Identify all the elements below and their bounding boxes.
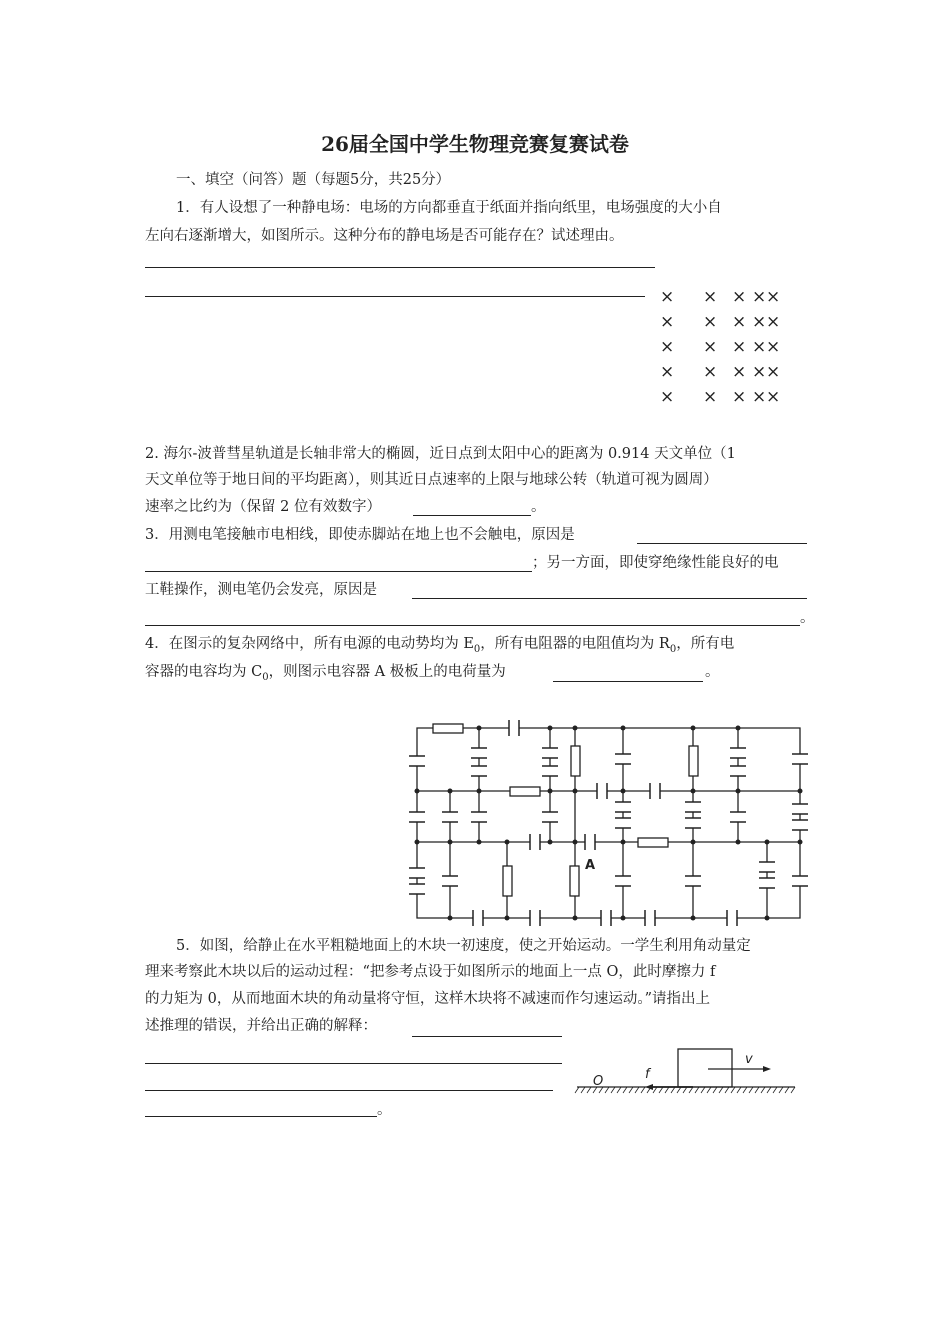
field-cross-mark: × bbox=[732, 387, 747, 407]
field-cross-mark: × bbox=[660, 337, 675, 357]
q5-answer-blank-1[interactable] bbox=[412, 1036, 562, 1037]
q3-answer-blank-2a[interactable] bbox=[412, 598, 807, 599]
field-cross-mark: × bbox=[703, 337, 718, 357]
field-cross-mark: × bbox=[703, 287, 718, 307]
friction-f-label: f bbox=[645, 1067, 650, 1082]
q2-answer-blank[interactable] bbox=[413, 515, 531, 516]
field-cross-mark: × bbox=[766, 287, 781, 307]
field-cross-mark: × bbox=[752, 287, 767, 307]
field-cross-mark: × bbox=[752, 337, 767, 357]
q3-end: 。 bbox=[800, 610, 815, 626]
q2-line2: 天文单位等于地日间的平均距离），则其近日点速率的上限与地球公转（轨道可视为圆周） bbox=[145, 472, 718, 488]
field-cross-mark: × bbox=[660, 387, 675, 407]
q5-line1: 5．如图，给静止在水平粗糙地面上的木块一初速度，使之开始运动。一学生利用角动量定 bbox=[176, 938, 751, 954]
q3-line1: 3．用测电笔接触市电相线，即使赤脚站在地上也不会触电，原因是 bbox=[145, 527, 575, 543]
circuit-network-diagram bbox=[405, 718, 805, 928]
field-cross-mark: × bbox=[766, 362, 781, 382]
q4-line1: 4．在图示的复杂网络中，所有电源的电动势均为 $E_0$，所有电阻器的电阻值均为 $R_0$，所有电 bbox=[145, 636, 735, 655]
q3-line2-end: ；另一方面，即使穿绝缘性能良好的电 bbox=[532, 555, 779, 571]
field-cross-mark: × bbox=[732, 362, 747, 382]
field-cross-mark: × bbox=[703, 362, 718, 382]
q5-line4: 述推理的错误，并给出正确的解释： bbox=[145, 1018, 377, 1034]
q1-line1: 1．有人设想了一种静电场：电场的方向都垂直于纸面并指向纸里，电场强度的大小自 bbox=[176, 200, 722, 216]
q3-answer-blank-2b[interactable] bbox=[145, 625, 800, 626]
q2-end: 。 bbox=[531, 499, 546, 515]
field-cross-mark: × bbox=[752, 387, 767, 407]
q4-end: 。 bbox=[705, 664, 720, 680]
capacitor-a-label: A bbox=[585, 858, 596, 873]
q4-line2: 容器的电容均为 $C_0$，则图示电容器 A 极板上的电荷量为 bbox=[145, 664, 506, 683]
field-cross-mark: × bbox=[660, 312, 675, 332]
field-cross-mark: × bbox=[703, 312, 718, 332]
field-cross-mark: × bbox=[732, 287, 747, 307]
q5-line3: 的力矩为 0，从而地面木块的角动量将守恒，这样木块将不减速而作匀速运动。”请指出上 bbox=[145, 991, 710, 1007]
q4-answer-blank[interactable] bbox=[553, 681, 703, 682]
q5-line2: 理来考察此木块以后的运动过程：“把参考点设于如图所示的地面上一点 O，此时摩擦力 f bbox=[145, 964, 716, 980]
q5-answer-blank-4[interactable] bbox=[145, 1116, 377, 1117]
field-cross-mark: × bbox=[660, 287, 675, 307]
q2-line3: 速率之比约为（保留 2 位有效数字） bbox=[145, 499, 381, 515]
q1-answer-line-2[interactable] bbox=[145, 296, 645, 297]
velocity-v-label: v bbox=[745, 1052, 753, 1067]
q2-line1: 2. 海尔-波普彗星轨道是长轴非常大的椭圆，近日点到太阳中心的距离为 0.914 天文单位（1 bbox=[145, 446, 736, 462]
q1-answer-line-1[interactable] bbox=[145, 267, 655, 268]
q5-end: 。 bbox=[377, 1102, 392, 1118]
q5-answer-blank-2[interactable] bbox=[145, 1063, 562, 1064]
field-cross-mark: × bbox=[660, 362, 675, 382]
field-cross-mark: × bbox=[752, 362, 767, 382]
page-title: 26届全国中学生物理竞赛复赛试卷 bbox=[321, 132, 629, 156]
q3-answer-blank-1b[interactable] bbox=[145, 571, 532, 572]
field-cross-mark: × bbox=[766, 312, 781, 332]
point-o-label: O bbox=[593, 1074, 604, 1089]
q5-answer-blank-3[interactable] bbox=[145, 1090, 553, 1091]
q1-line2: 左向右逐渐增大，如图所示。这种分布的静电场是否可能存在？试述理由。 bbox=[145, 228, 624, 244]
block-on-ground-figure bbox=[575, 1045, 797, 1100]
q3-answer-blank-1a[interactable] bbox=[637, 543, 807, 544]
section-heading: 一、填空（问答）题（每题5分，共25分） bbox=[176, 172, 451, 188]
field-cross-mark: × bbox=[752, 312, 767, 332]
field-cross-mark: × bbox=[732, 337, 747, 357]
field-cross-mark: × bbox=[766, 337, 781, 357]
q3-line3: 工鞋操作，测电笔仍会发亮，原因是 bbox=[145, 582, 377, 598]
field-cross-mark: × bbox=[766, 387, 781, 407]
field-cross-mark: × bbox=[703, 387, 718, 407]
cap-h bbox=[509, 720, 519, 736]
field-cross-mark: × bbox=[732, 312, 747, 332]
